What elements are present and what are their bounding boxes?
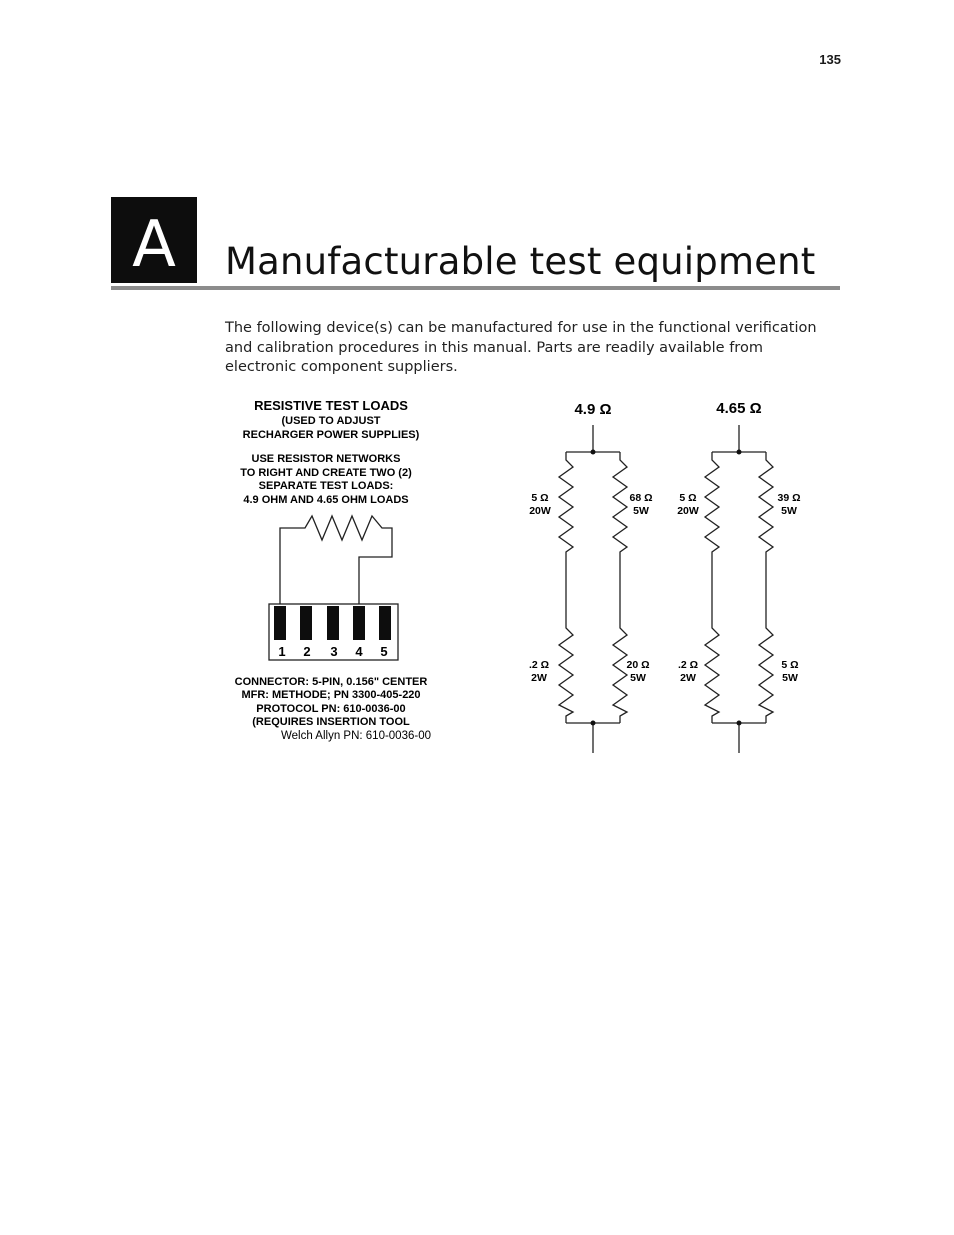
- resistor-rating: 5W: [633, 505, 649, 517]
- resistor-value: .2 Ω: [677, 659, 699, 671]
- resistor-value: .2 Ω: [528, 659, 550, 671]
- resistor-value: 68 Ω: [629, 492, 653, 504]
- connector-resistor: [280, 516, 392, 604]
- resistor-value: 5 Ω: [531, 492, 549, 504]
- connector-info-line: CONNECTOR: 5-PIN, 0.156" CENTER: [234, 676, 428, 688]
- resistor-network-4-65: [677, 400, 800, 753]
- figure-heading: RESISTIVE TEST LOADS: [254, 398, 408, 413]
- welch-allyn-pn: Welch Allyn PN: 610-0036-00: [280, 730, 432, 742]
- resistor-rating: 20W: [529, 505, 551, 517]
- resistor-value: 39 Ω: [777, 492, 801, 504]
- resistor-rating: 20W: [677, 505, 699, 517]
- pin-label: 4: [355, 644, 363, 659]
- figure-subheading-line: (USED TO ADJUST: [281, 415, 381, 427]
- connector-pin-5: [379, 606, 391, 640]
- connector-info-line: MFR: METHODE; PN 3300-405-220: [241, 689, 421, 701]
- instruction-line: SEPARATE TEST LOADS:: [258, 480, 394, 492]
- resistor-rating: 5W: [782, 672, 798, 684]
- instruction-line: TO RIGHT AND CREATE TWO (2): [240, 467, 412, 479]
- connector-info-line: PROTOCOL PN: 610-0036-00: [256, 703, 406, 715]
- intro-text: The following device(s) can be manufactured for use in the functional verification and calibration procedures in this manual. Parts are readily available from electronic component suppliers.: [225, 320, 817, 375]
- connector-pin-3: [327, 606, 339, 640]
- pin-label: 3: [330, 644, 338, 659]
- resistor-rating: 5W: [781, 505, 797, 517]
- pin-label: 5: [380, 644, 388, 659]
- network-total-label: 4.65 Ω: [716, 400, 762, 417]
- instruction-line: 4.9 OHM AND 4.65 OHM LOADS: [243, 494, 409, 506]
- connector-pin-1: [274, 606, 286, 640]
- chapter-title: Manufacturable test equipment: [225, 240, 816, 283]
- network-total-label: 4.9 Ω: [574, 401, 612, 418]
- connector-pin-4: [353, 606, 365, 640]
- resistor-value: 5 Ω: [781, 659, 799, 671]
- resistor-rating: 5W: [630, 672, 646, 684]
- pin-label: 2: [303, 644, 311, 659]
- connector-info-line: (REQUIRES INSERTION TOOL: [252, 716, 410, 728]
- connector: [269, 604, 398, 660]
- resistor-network-4-9: [529, 401, 653, 753]
- resistor-rating: 2W: [531, 672, 547, 684]
- pin-label: 1: [278, 644, 286, 659]
- resistor-rating: 2W: [680, 672, 696, 684]
- connector-pin-2: [300, 606, 312, 640]
- page-number: 135: [819, 52, 841, 67]
- figure-subheading-line: RECHARGER POWER SUPPLIES): [242, 429, 420, 441]
- instruction-line: USE RESISTOR NETWORKS: [251, 453, 401, 465]
- resistor-value: 20 Ω: [626, 659, 650, 671]
- resistor-value: 5 Ω: [679, 492, 697, 504]
- chapter-letter: A: [132, 208, 176, 282]
